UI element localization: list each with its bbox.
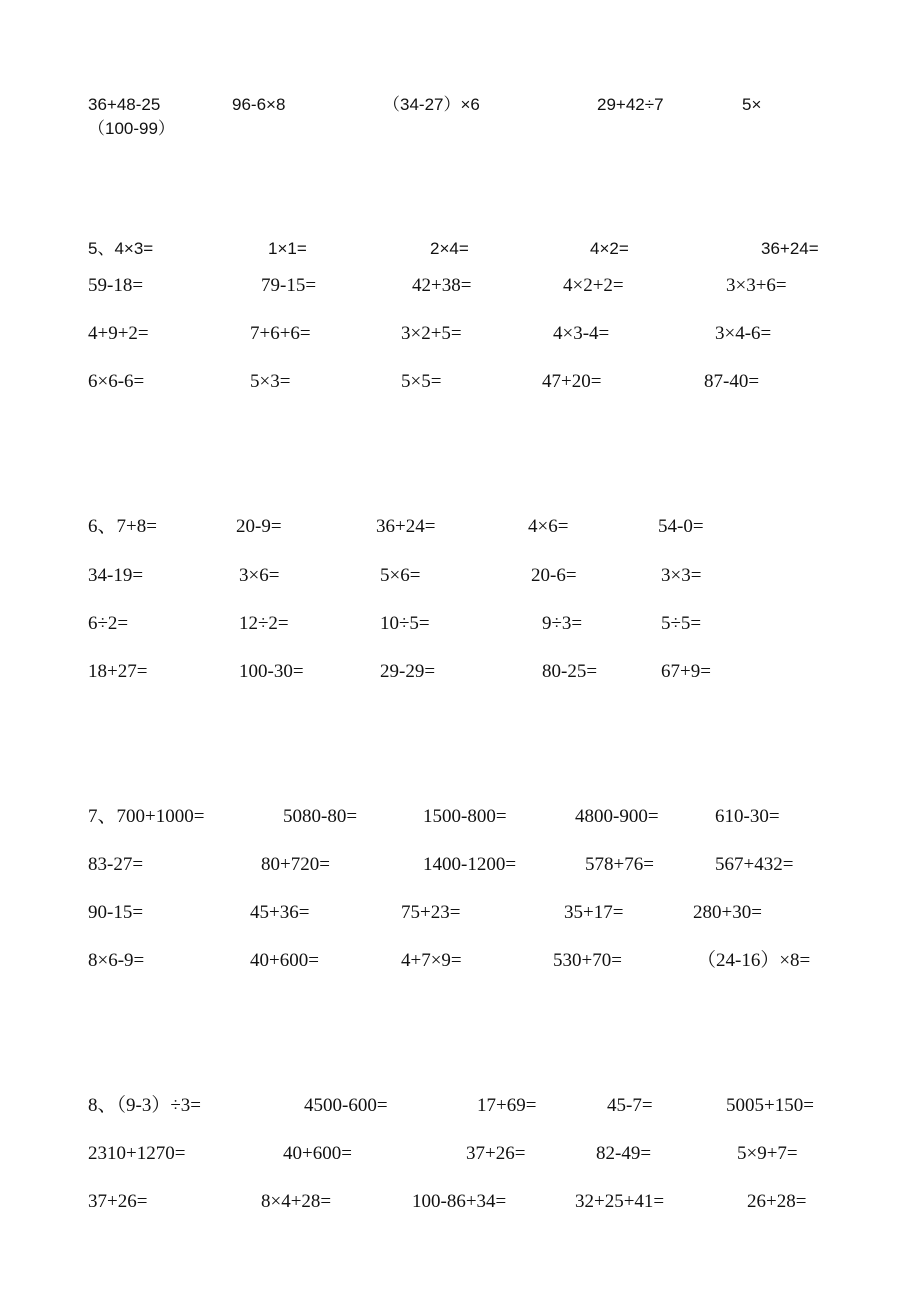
- section-5-label-problem: 5、4×3=: [88, 239, 154, 258]
- problem: 37+26=: [88, 1191, 148, 1212]
- problem: 100-86+34=: [412, 1191, 507, 1212]
- problem: 75+23=: [401, 902, 461, 923]
- problem: 100-30=: [239, 661, 304, 682]
- problem: 3×6=: [239, 565, 280, 586]
- problem: 530+70=: [553, 950, 622, 971]
- problem: 47+20=: [542, 371, 602, 392]
- problem: 3×3+6=: [726, 275, 787, 296]
- problem: 45-7=: [607, 1095, 653, 1116]
- problem: 1500-800=: [423, 806, 507, 827]
- problem: 2310+1270=: [88, 1143, 186, 1164]
- problem: 29-29=: [380, 661, 436, 682]
- problem: 578+76=: [585, 854, 654, 875]
- problem: 87-40=: [704, 371, 760, 392]
- problem: 4+7×9=: [401, 950, 462, 971]
- problem: 35+17=: [564, 902, 624, 923]
- problem: 45+36=: [250, 902, 310, 923]
- problem: 17+69=: [477, 1095, 537, 1116]
- problem: 80+720=: [261, 854, 330, 875]
- problem: 8×6-9=: [88, 950, 145, 971]
- problem: 1400-1200=: [423, 854, 517, 875]
- problem: 5×3=: [250, 371, 291, 392]
- problem: 40+600=: [283, 1143, 352, 1164]
- problem: 4×6=: [528, 516, 569, 537]
- problem-wrap: （100-99）: [88, 119, 175, 138]
- problem: 4×2=: [590, 239, 629, 258]
- problem: 18+27=: [88, 661, 148, 682]
- section-6-label-problem: 6、7+8=: [88, 516, 157, 537]
- problem: 7+6+6=: [250, 323, 311, 344]
- problem: 610-30=: [715, 806, 780, 827]
- problem: 5×: [742, 95, 762, 114]
- problem: 29+42÷7: [597, 95, 664, 114]
- problem: 82-49=: [596, 1143, 652, 1164]
- problem: 20-6=: [531, 565, 577, 586]
- problem: 37+26=: [466, 1143, 526, 1164]
- problem: 67+9=: [661, 661, 711, 682]
- problem: 4+9+2=: [88, 323, 149, 344]
- problem: 3×2+5=: [401, 323, 462, 344]
- problem: 4500-600=: [304, 1095, 388, 1116]
- problem: 34-19=: [88, 565, 144, 586]
- problem: 36+24=: [376, 516, 436, 537]
- problem: （34-27）×6: [383, 95, 480, 114]
- problem: 3×4-6=: [715, 323, 772, 344]
- problem: 79-15=: [261, 275, 317, 296]
- problem: 83-27=: [88, 854, 144, 875]
- problem: 5÷5=: [661, 613, 702, 634]
- section-8-label-problem: 8、（9-3）÷3=: [88, 1095, 201, 1116]
- problem: 5×9+7=: [737, 1143, 798, 1164]
- problem: 54-0=: [658, 516, 704, 537]
- problem: 4800-900=: [575, 806, 659, 827]
- problem: 567+432=: [715, 854, 794, 875]
- problem: 6×6-6=: [88, 371, 145, 392]
- problem: 4×3-4=: [553, 323, 610, 344]
- problem: 40+600=: [250, 950, 319, 971]
- problem: 8×4+28=: [261, 1191, 332, 1212]
- problem: 6÷2=: [88, 613, 129, 634]
- problem: 5×6=: [380, 565, 421, 586]
- problem: 10÷5=: [380, 613, 430, 634]
- problem: 1×1=: [268, 239, 307, 258]
- problem: 12÷2=: [239, 613, 289, 634]
- problem: 4×2+2=: [563, 275, 624, 296]
- problem: 9÷3=: [542, 613, 583, 634]
- problem: 26+28=: [747, 1191, 807, 1212]
- problem: 280+30=: [693, 902, 762, 923]
- problem: 5×5=: [401, 371, 442, 392]
- problem: 96-6×8: [232, 95, 286, 114]
- problem: 5080-80=: [283, 806, 358, 827]
- problem: 90-15=: [88, 902, 144, 923]
- problem: 59-18=: [88, 275, 144, 296]
- problem: 36+24=: [761, 239, 819, 258]
- problem: 3×3=: [661, 565, 702, 586]
- problem: 2×4=: [430, 239, 469, 258]
- problem: 36+48-25: [88, 95, 161, 114]
- problem: 5005+150=: [726, 1095, 814, 1116]
- problem: 80-25=: [542, 661, 598, 682]
- problem: 32+25+41=: [575, 1191, 665, 1212]
- problem: 20-9=: [236, 516, 282, 537]
- section-7-label-problem: 7、700+1000=: [88, 806, 205, 827]
- problem: （24-16）×8=: [697, 950, 811, 971]
- problem: 42+38=: [412, 275, 472, 296]
